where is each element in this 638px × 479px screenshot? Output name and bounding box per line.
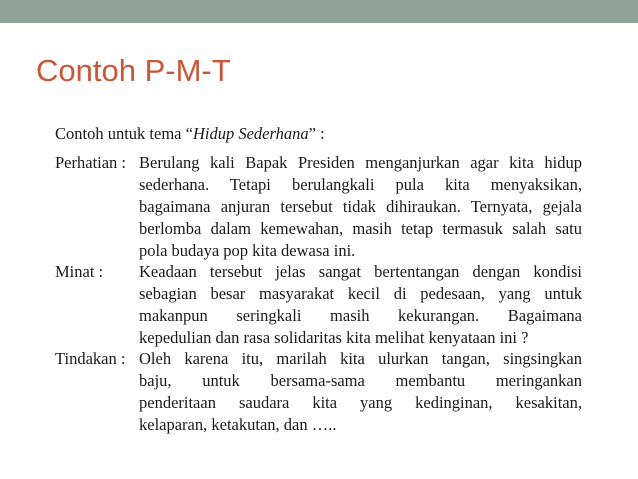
section-minat [55,261,582,349]
intro-theme: Hidup Sederhana [192,124,309,143]
text-line: bagaimana anjuran tersebut tidak dihiraukan. Ternyata, gejala [139,197,582,216]
section-body [139,152,582,262]
text-line: Berulang kali Bapak Presiden menganjurkan agar kita hidup [139,153,582,172]
text-line: baju, untuk bersama-sama membantu meringankan [139,371,582,390]
section-perhatian [55,152,582,262]
text-line: sederhana. Tetapi berulangkali pula kita menyaksikan, [139,175,582,194]
text-line: pola budaya pop kita dewasa ini. [139,241,356,260]
section-label: Minat : [55,262,104,281]
slide-title: Contoh P-M-T [36,53,231,88]
text-line: kelaparan, ketakutan, dan ….. [139,415,337,434]
text-line: makanpun seringkali masih kekurangan. Bagaimana [139,306,582,325]
text-line: penderitaan saudara kita yang kedinginan, kesakitan, [139,393,582,412]
intro-suffix: ” : [308,124,325,143]
section-tindakan [55,348,582,436]
text-line: Keadaan tersebut jelas sangat bertentangan dengan kondisi [139,262,582,281]
intro-line [55,123,325,145]
section-label: Tindakan : [55,349,126,368]
section-body [139,348,582,436]
section-body [139,261,582,349]
text-line: Oleh karena itu, marilah kita ulurkan tangan, singsingkan [139,349,582,368]
intro-prefix: Contoh untuk tema “ [55,124,193,143]
text-line: sebagian besar masyarakat kecil di pedesaan, yang untuk [139,284,582,303]
text-line: berlomba dalam kemewahan, masih tetap termasuk salah satu [139,219,582,238]
top-accent-bar [0,0,638,23]
section-label: Perhatian : [55,153,127,172]
text-line: kepedulian dan rasa solidaritas kita melihat kenyataan ini ? [139,328,529,347]
